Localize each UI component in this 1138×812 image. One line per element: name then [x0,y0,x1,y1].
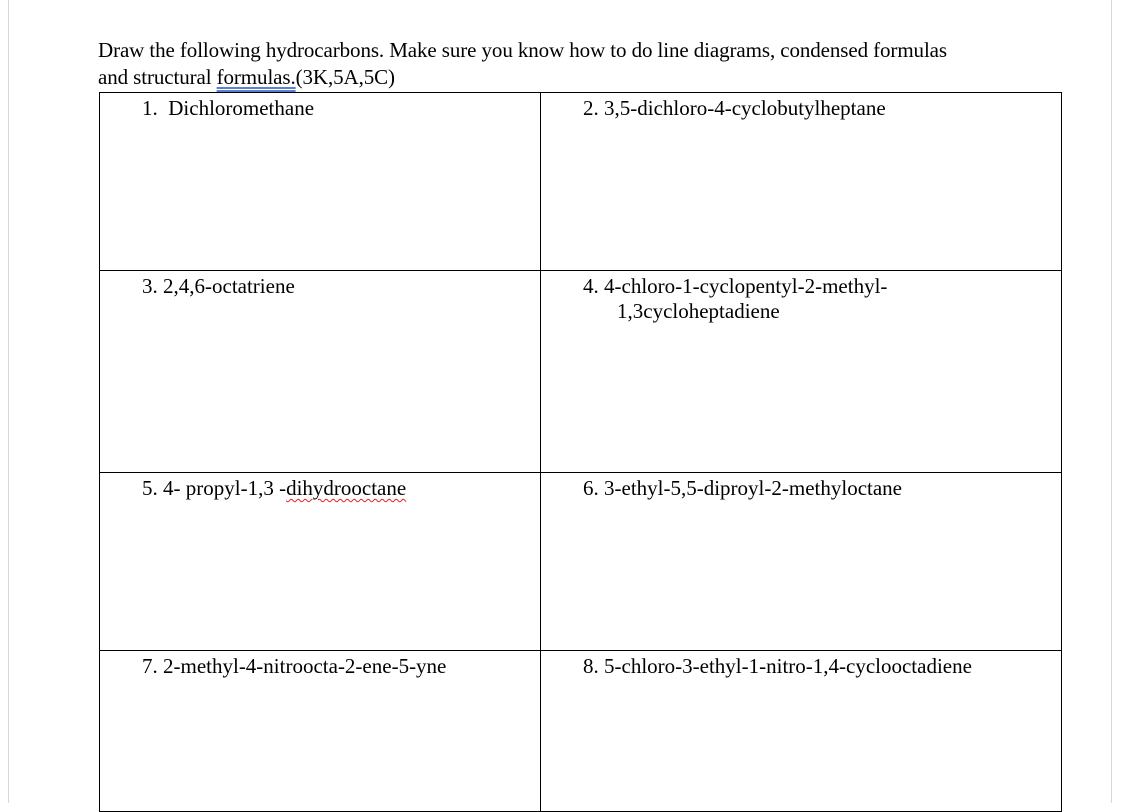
instructions-paragraph [98,37,1058,91]
problem-name: 2-methyl-4-nitroocta-2-ene-5-yne [163,654,447,678]
instructions-line-1: Draw the following hydrocarbons. Make sure you know how to do line diagrams, condensed formulas [98,38,947,62]
problem-label-3 [100,271,540,299]
problem-name: 4- propyl-1,3 - [163,476,287,500]
problem-number: 1. [142,96,158,120]
instructions-line-2-start: and structural [98,65,217,89]
problem-cell-6[interactable] [541,473,1062,651]
problem-label-5 [100,473,540,501]
table-row [100,93,1062,271]
problem-label-2 [541,93,1061,121]
problem-name: 3-ethyl-5,5-diproyl-2-methyloctane [604,476,902,500]
problem-number: 3. [142,274,158,298]
problem-number: 4. [583,274,599,298]
table-row [100,651,1062,812]
problem-label-4 [541,271,1061,324]
instructions-line-2-end: (3K,5A,5C) [295,65,395,89]
grammar-flagged-word[interactable]: formulas. [216,65,296,89]
problem-label-1 [100,93,540,121]
problem-name: Dichloromethane [168,96,315,120]
problem-cell-3[interactable] [100,271,541,473]
problem-label-6 [541,473,1061,501]
page-edge-right [1111,0,1112,803]
problem-name: 4-chloro-1-cyclopentyl-2-methyl- [604,274,888,298]
table-row [100,271,1062,473]
problem-number: 7. [142,654,158,678]
problem-cell-5[interactable] [100,473,541,651]
problem-name-continued: 1,3cycloheptadiene [617,299,780,323]
table-row [100,473,1062,651]
problem-cell-2[interactable] [541,93,1062,271]
problem-number: 5. [142,476,158,500]
instructions-line-2 [98,64,1058,91]
problem-label-8 [541,651,1061,679]
problem-name: 2,4,6-octatriene [163,274,295,298]
problem-number: 8. [583,654,599,678]
page-edge-left [8,0,9,803]
problem-name: 5-chloro-3-ethyl-1-nitro-1,4-cyclooctadiene [604,654,972,678]
problem-cell-8[interactable] [541,651,1062,812]
problem-number: 6. [583,476,599,500]
problem-number: 2. [583,96,599,120]
problem-name: 3,5-dichloro-4-cyclobutylheptane [604,96,886,120]
spelling-flagged-word[interactable]: dihydrooctane [286,476,407,500]
problem-cell-4[interactable] [541,271,1062,473]
problems-table [99,92,1062,812]
problem-label-7 [100,651,540,679]
problem-cell-1[interactable] [100,93,541,271]
problem-cell-7[interactable] [100,651,541,812]
